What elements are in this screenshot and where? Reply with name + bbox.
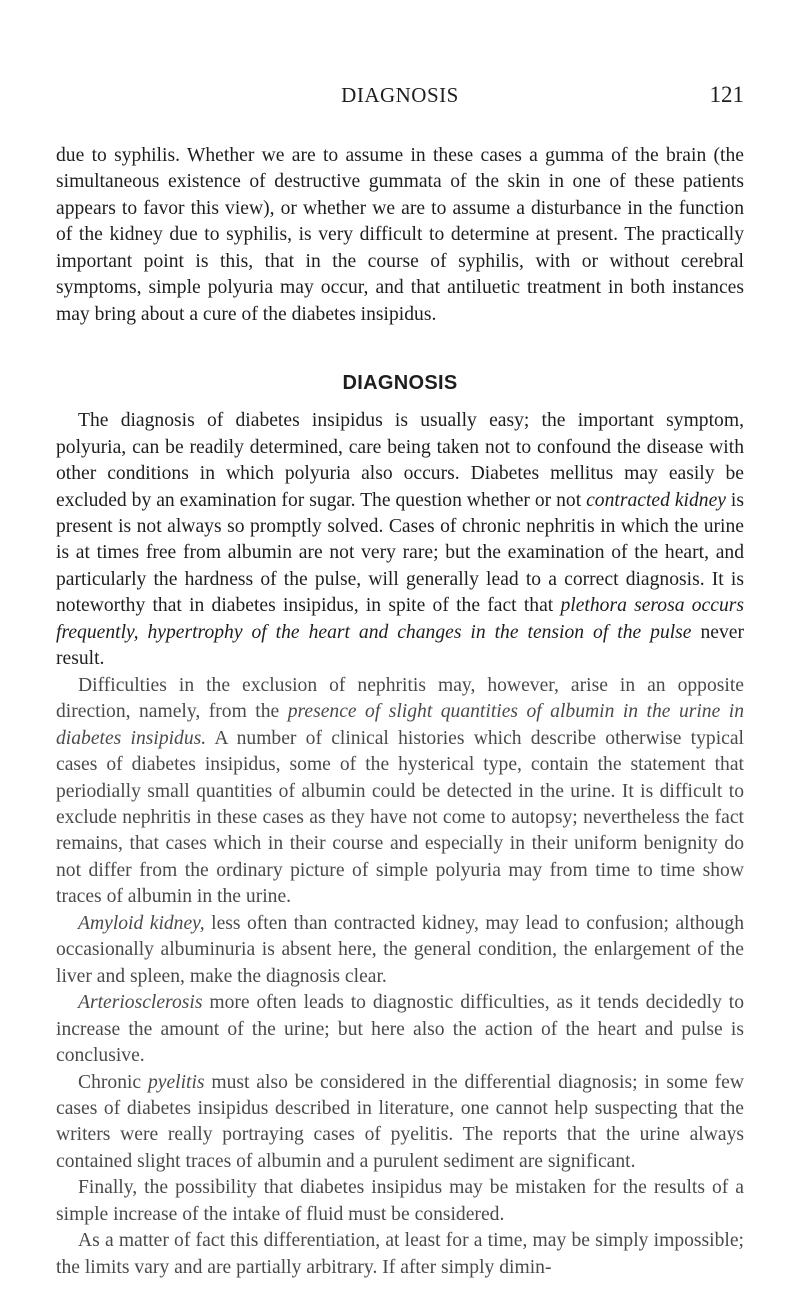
- paragraph-arteriosclerosis: [56, 990, 744, 1069]
- italic-plethora-serosa: plethora serosa occurs frequently, hypertrophy of the heart and changes in the tension of the pulse: [56, 595, 744, 643]
- italic-arteriosclerosis: Arteriosclerosis: [78, 992, 203, 1014]
- paragraph-diagnosis-intro: [56, 408, 744, 673]
- paragraph-amyloid-kidney: [56, 911, 744, 990]
- italic-amyloid-kidney: Amyloid kidney,: [78, 912, 205, 934]
- running-title: DIAGNOSIS: [341, 83, 459, 107]
- paragraph-pyelitis: [56, 1070, 744, 1176]
- paragraph-differentiation: As a matter of fact this differentiation, at least for a time, may be simply impossible; the limits vary and are partially arbitrary. If after simply dimin-: [56, 1230, 744, 1278]
- italic-contracted-kidney: contracted kidney: [586, 489, 726, 511]
- text-run: more often leads to diagnostic difficulties, as it tends decidedly to increase the amount of the urine; but here also the action of the heart and pulse is conclusive.: [56, 992, 744, 1067]
- text-run: is present is not always so promptly solved. Cases of chronic nephritis in which the urine is at times free from albumin are not very rare; but the examination of the heart, and particularly the hardness of the pulse, will generally lead to a correct diagnosis. It is noteworthy that in diabetes insipidus, in spite of the fact that: [56, 489, 744, 617]
- italic-pyelitis: pyelitis: [147, 1071, 205, 1093]
- italic-slight-albumin: presence of slight quantities of albumin in the urine in diabetes insipidus.: [56, 701, 744, 749]
- text-run: A number of clinical histories which describe otherwise typical cases of diabetes insipidus, some of the hysterical type, contain the statement that periodially small quantities of albumin could be detected in the urine. It is difficult to exclude nephritis in these cases as they have not come to autopsy; nevertheless the fact remains, that cases which in their course and especially in their uniform benignity do not differ from the ordinary picture of simple polyuria may from time to time show traces of albumin in the urine.: [56, 727, 744, 908]
- paragraph-albumin-difficulties: [56, 673, 744, 911]
- page-number: 121: [709, 82, 744, 107]
- paragraph-fluid-intake: Finally, the possibility that diabetes insipidus may be mistaken for the results of a simple increase of the intake of fluid must be considered.: [56, 1177, 744, 1225]
- running-head: [56, 80, 744, 110]
- text-run: never result.: [56, 621, 744, 670]
- text-run: less often than contracted kidney, may lead to confusion; although occasionally albuminuria is absent here, the general condition, the enlargement of the liver and spleen, make the diagnosis clear.: [56, 912, 745, 987]
- text-run: Difficulties in the exclusion of nephritis may, however, arise in an opposite direction, namely, from the: [56, 674, 744, 723]
- text-run: must also be considered in the differential diagnosis; in some few cases of diabetes insipidus described in literature, one cannot help suspecting that the writers were really portraying cases of pyelitis. The reports that the urine always contained slight traces of albumin and a purulent sediment are significant.: [56, 1071, 744, 1172]
- section-heading-diagnosis: DIAGNOSIS: [342, 372, 458, 395]
- text-run: The diagnosis of diabetes insipidus is usually easy; the important symptom, polyuria, can be readily determined, care being taken not to confound the disease with other conditions in which polyuria also occurs. Diabetes mellitus may easily be excluded by an examination for sugar. The question whether or not: [56, 410, 744, 511]
- text-run: Chronic: [78, 1071, 148, 1093]
- paragraph-syphilis-continuation: due to syphilis. Whether we are to assume in these cases a gumma of the brain (the simultaneous existence of destructive gummata of the skin in one of these patients appears to favor this view), or whether we are to assume a disturbance in the function of the kidney due to syphilis, is very difficult to determine at present. The practically important point is this, that in the course of syphilis, with or without cerebral symptoms, simple polyuria may occur, and that antiluetic treatment in both instances may bring about a cure of the diabetes insipidus.: [56, 145, 744, 325]
- body-text: [56, 143, 744, 1281]
